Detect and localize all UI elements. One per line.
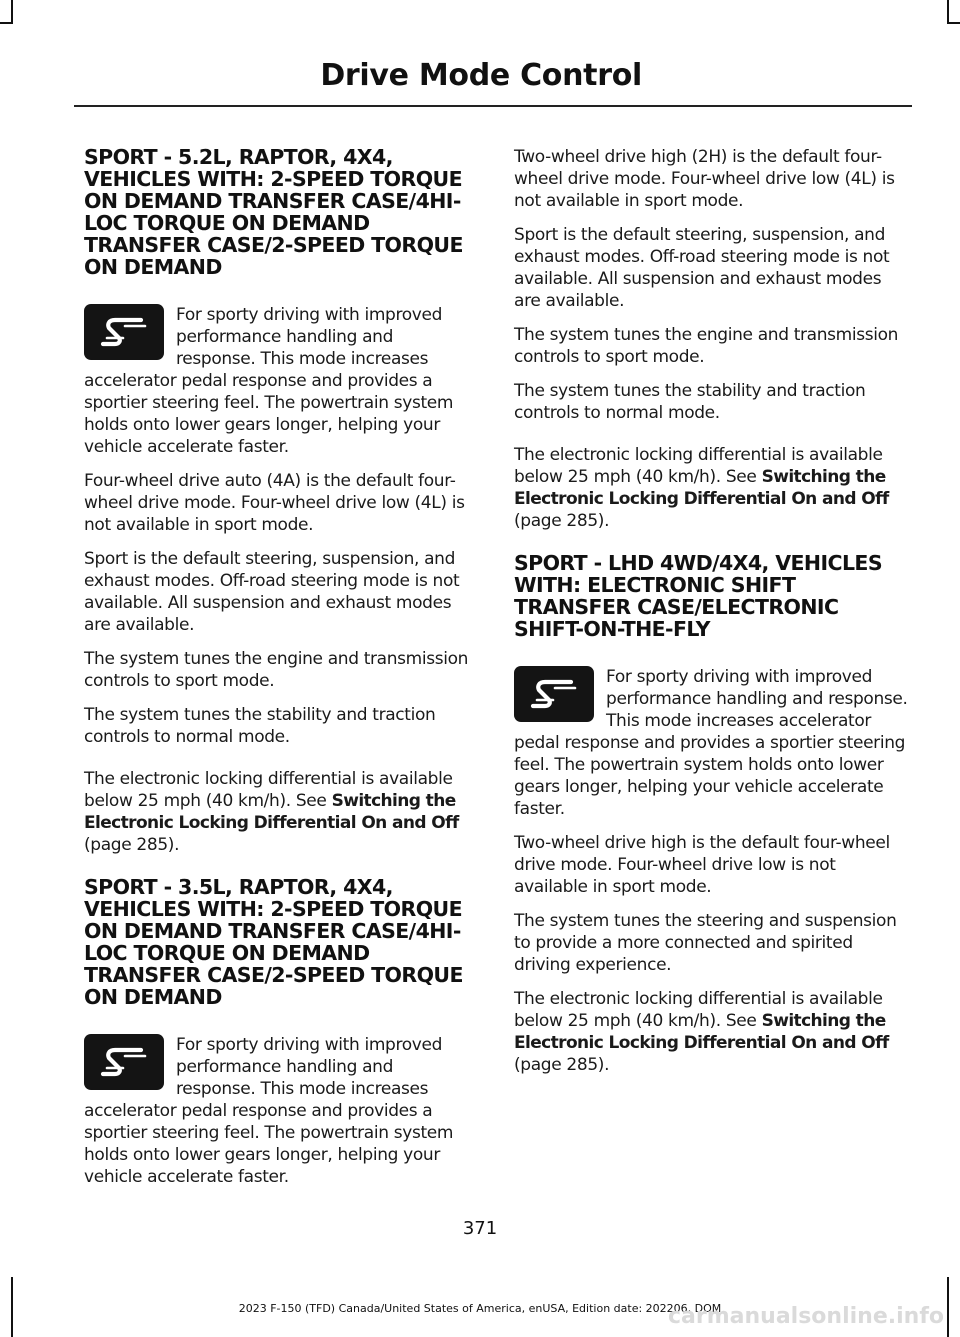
page-reference: (page 285). bbox=[514, 1055, 610, 1075]
paragraph bbox=[514, 988, 908, 1076]
paragraph: Two-wheel drive high is the default four-wheel drive mode. Four-wheel drive low is not available in sport mode. bbox=[514, 833, 890, 897]
sport-mode-icon bbox=[84, 1034, 164, 1090]
page-reference: (page 285). bbox=[514, 511, 610, 531]
section-heading: SPORT - 5.2L, RAPTOR, 4X4, VEHICLES WITH: 2-SPEED TORQUE ON DEMAND TRANSFER CASE/4HI-LOC TORQUE ON DEMAND TRANSFER CASE/2-SPEED TORQUE ON DEMAND bbox=[84, 145, 463, 279]
watermark: carmanualsonline.info bbox=[668, 1304, 944, 1329]
sport-mode-icon bbox=[514, 666, 594, 722]
paragraph: Four-wheel drive auto (4A) is the default four-wheel drive mode. Four-wheel drive low (4L) is not available in sport mode. bbox=[84, 471, 465, 535]
paragraph: The system tunes the stability and traction controls to normal mode. bbox=[514, 381, 866, 423]
section-sport-3-5l bbox=[84, 1034, 476, 1200]
crop-mark bbox=[947, 0, 949, 24]
footer-edition-info: 2023 F-150 (TFD) Canada/United States of America, enUSA, Edition date: 202206, DOM bbox=[238, 1302, 722, 1315]
paragraph: Sport is the default steering, suspension, and exhaust modes. Off-road steering mode is not available. All suspension and exhaust modes are available. bbox=[514, 225, 890, 311]
page-reference: (page 285). bbox=[84, 835, 180, 855]
cross-reference-link[interactable]: Switching the Electronic Locking Differential On and Off bbox=[514, 467, 889, 509]
right-column bbox=[514, 146, 908, 1088]
paragraph-text: The electronic locking differential is available below 25 mph (40 km/h). See bbox=[514, 445, 883, 487]
paragraph: The system tunes the engine and transmission controls to sport mode. bbox=[514, 325, 899, 367]
sport-mode-icon bbox=[84, 304, 164, 360]
crop-mark bbox=[11, 0, 13, 24]
left-column bbox=[84, 146, 476, 1200]
paragraph: The system tunes the steering and suspension to provide a more connected and spirited driving experience. bbox=[514, 911, 897, 975]
paragraph: For sporty driving with improved performance handling and response. This mode increases accelerator pedal response and provides a sportier steering feel. The powertrain system holds onto lower gears longer, helping your vehicle accelerate faster. bbox=[84, 1035, 454, 1187]
crop-mark bbox=[0, 22, 13, 24]
section-sport-lhd bbox=[514, 666, 908, 1076]
paragraph bbox=[514, 444, 908, 532]
paragraph: For sporty driving with improved performance handling and response. This mode increases accelerator pedal response and provides a sportier steering feel. The powertrain system holds onto lower gears longer, helping your vehicle accelerate faster. bbox=[514, 667, 908, 819]
paragraph bbox=[84, 768, 476, 856]
paragraph-text: The electronic locking differential is available below 25 mph (40 km/h). See bbox=[514, 989, 883, 1031]
crop-mark bbox=[947, 22, 960, 24]
section-heading: SPORT - LHD 4WD/4X4, VEHICLES WITH: ELECTRONIC SHIFT TRANSFER CASE/ELECTRONIC SHIFT-ON-THE-FLY bbox=[514, 551, 882, 641]
section-heading: SPORT - 3.5L, RAPTOR, 4X4, VEHICLES WITH: 2-SPEED TORQUE ON DEMAND TRANSFER CASE/4HI-LOC TORQUE ON DEMAND TRANSFER CASE/2-SPEED TORQUE ON DEMAND bbox=[84, 875, 463, 1009]
section-sport-5-2l bbox=[84, 304, 476, 856]
page-title: Drive Mode Control bbox=[320, 58, 642, 93]
paragraph: Sport is the default steering, suspension, and exhaust modes. Off-road steering mode is not available. All suspension and exhaust modes are available. bbox=[84, 549, 460, 635]
cross-reference-link[interactable]: Switching the Electronic Locking Differential On and Off bbox=[514, 1011, 889, 1053]
paragraph-text: The electronic locking differential is available below 25 mph (40 km/h). See bbox=[84, 769, 453, 811]
paragraph: The system tunes the engine and transmission controls to sport mode. bbox=[84, 649, 469, 691]
page-number: 371 bbox=[462, 1218, 498, 1239]
cross-reference-link[interactable]: Switching the Electronic Locking Differential On and Off bbox=[84, 791, 459, 833]
paragraph: Two-wheel drive high (2H) is the default four-wheel drive mode. Four-wheel drive low (4L) is not available in sport mode. bbox=[514, 147, 895, 211]
header-rule bbox=[74, 105, 912, 107]
paragraph: For sporty driving with improved performance handling and response. This mode increases accelerator pedal response and provides a sportier steering feel. The powertrain system holds onto lower gears longer, helping your vehicle accelerate faster. bbox=[84, 305, 454, 457]
paragraph: The system tunes the stability and traction controls to normal mode. bbox=[84, 705, 436, 747]
